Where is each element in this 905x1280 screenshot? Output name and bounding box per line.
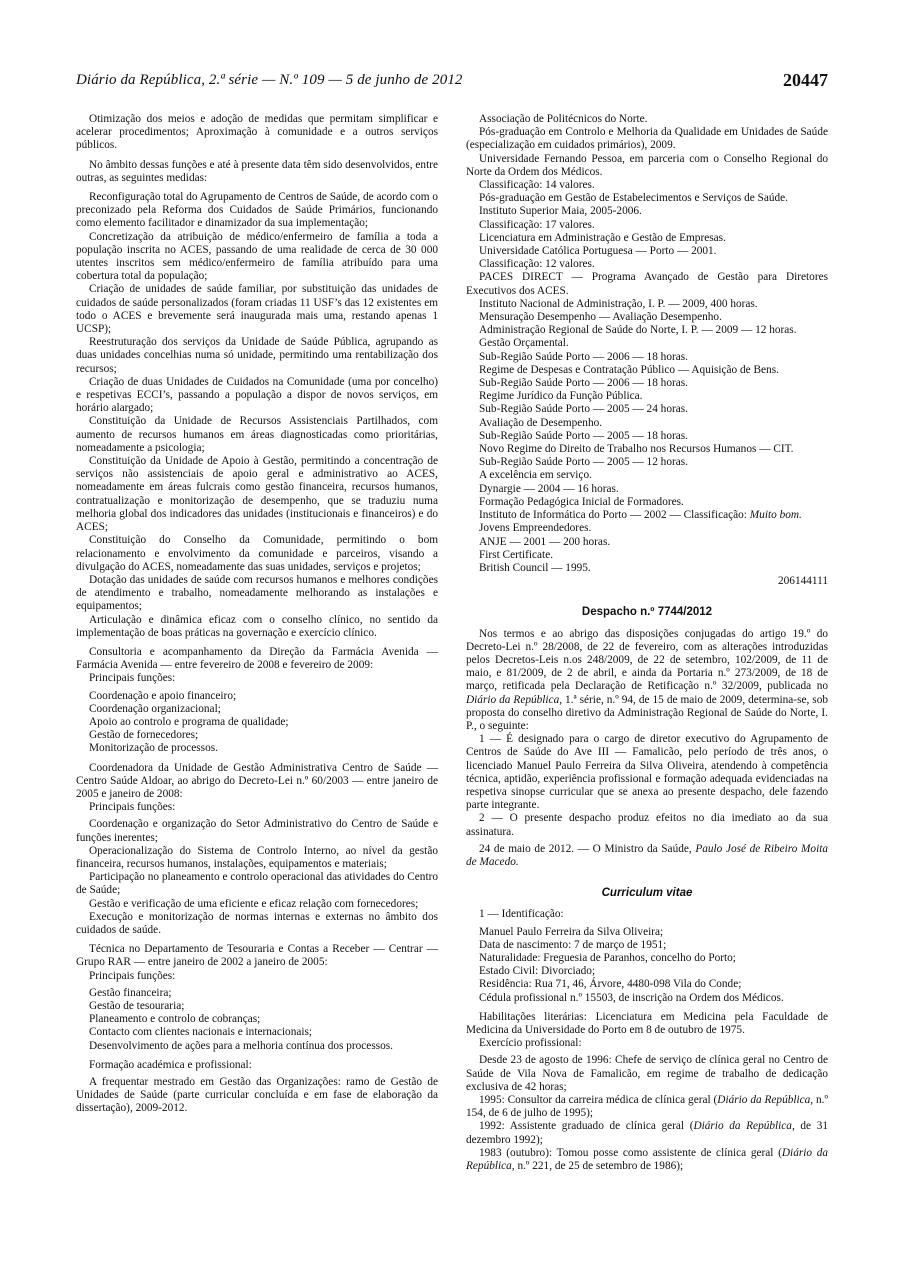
reference-number: 206144111 [778, 575, 828, 588]
functions-label: Principais funções: [89, 801, 176, 814]
paragraph [466, 1094, 828, 1120]
paragraph: 1 — É designado para o cargo de diretor executivo do Agrupamento de Centros de Saúde do Ave III — Famalicão, pelo período de três anos, o licenciado Manuel Paulo Ferreira da Silva Oliveira, atendendo à competência técnica, aptidão, experiência profissional e formação adequada evidenciadas na respetiva sinopse curricular que se anexa ao presente despacho, dele fazendo parte integrante. [466, 733, 828, 812]
paragraph [466, 628, 828, 734]
list-item: Universidade Católica Portuguesa — Porto — 2001. [479, 245, 717, 258]
list-item: Criação de duas Unidades de Cuidados na Comunidade (uma por concelho) e respetivas ECCI’s, passando a população a dispor de novos serviços, em horário alargado; [76, 375, 438, 415]
list-item: Operacionalização do Sistema de Controlo Interno, ao nível da gestão financeira, recursos humanos, instalações, equipamentos e materiais; [76, 844, 438, 870]
despacho-text: 1.ª série, n.º 94, de 15 de maio de 2009, determina-se, sob proposta do conselho diretivo da Administração Regional de Saúde do Norte, I. P., o seguinte: [466, 693, 828, 732]
list-item: Gestão Orçamental. [479, 337, 569, 350]
journal-name: Diário da República, [466, 1146, 829, 1173]
list-item: Sub-Região Saúde Porto — 2005 — 18 horas. [479, 429, 688, 442]
functions-label: Principais funções: [89, 672, 176, 685]
signature-date: 24 de maio de 2012. — O Ministro da Saúde, [479, 842, 696, 855]
text: 1992: Assistente graduado de clínica geral ( [479, 1120, 694, 1133]
list-item: Administração Regional de Saúde do Norte, I. P. — 2009 — 12 horas. [479, 324, 797, 337]
list-item: Desenvolvimento de ações para a melhoria contínua dos processos. [89, 1039, 393, 1052]
journal-name: Diário da República, [717, 1094, 814, 1107]
despacho-title: Despacho n.º 7744/2012 [581, 606, 713, 619]
list-item: Naturalidade: Freguesia de Paranhos, concelho do Porto; [479, 951, 736, 964]
list-item: A excelência em serviço. [479, 469, 592, 482]
journal-name: Diário da República, [693, 1120, 795, 1133]
left-column [76, 113, 438, 1116]
inst-info-text: Instituto de Informática do Porto — 2002 — Classificação: [479, 509, 750, 522]
signature [466, 843, 828, 869]
section-label: Exercício profissional: [479, 1037, 582, 1050]
list-item: Planeamento e controlo de cobranças; [89, 1013, 261, 1026]
page-number: 20447 [783, 70, 828, 90]
paragraph: 2 — O presente despacho produz efeitos no dia imediato ao da sua assinatura. [466, 812, 828, 838]
list-item: Sub-Região Saúde Porto — 2005 — 24 horas. [479, 403, 688, 416]
list-item: Dotação das unidades de saúde com recursos humanos e melhores condições de atendimento e trabalho, nomeadamente melhorando as instalações e equipamentos; [76, 573, 438, 613]
text: n.º 221, de 25 de setembro de 1986); [514, 1160, 684, 1173]
section-label: Formação académica e profissional: [89, 1058, 252, 1071]
journal-title: Diário da República, 2.ª série — N.º 109 — 5 de junho de 2012 [76, 72, 463, 88]
functions-label: Principais funções: [89, 969, 176, 982]
job-intro: Coordenadora da Unidade de Gestão Administrativa Centro de Saúde — Centro Saúde Aldoar, ao abrigo do Decreto-Lei n.º 60/2003 — entre janeiro de 2005 e janeiro de 2008: [76, 761, 438, 800]
list-item: Data de nascimento: 7 de março de 1951; [479, 938, 667, 951]
list-item [466, 509, 828, 522]
list-item: Coordenação e organização do Setor Administrativo do Centro de Saúde e funções inerentes; [76, 818, 438, 844]
list-item: Reconfiguração total do Agrupamento de Centros de Saúde, de acordo com o preconizado pela Reforma dos Cuidados de Saúde Primários, funcionando como elemento facilitador e dinamizador da sua implementação; [76, 191, 438, 230]
text: n.º 154, de 6 de julho de 1995); [466, 1094, 829, 1120]
paragraph: No âmbito dessas funções e até à presente data têm sido desenvolvidos, entre outras, as seguintes medidas: [76, 158, 438, 184]
inst-info-grade: Muito bom. [749, 509, 802, 522]
list-item: Residência: Rua 71, 46, Árvore, 4480-098 Vila do Conde; [479, 978, 742, 991]
list-item: Mensuração Desempenho — Avaliação Desempenho. [479, 311, 722, 324]
list-item: Sub-Região Saúde Porto — 2006 — 18 horas. [479, 350, 688, 363]
list-item: Pós-graduação em Controlo e Melhoria da Qualidade em Unidades de Saúde (especialização em cuidados primários), 2009. [466, 126, 828, 152]
section-label: 1 — Identificação: [479, 908, 564, 921]
list-item: Gestão de tesouraria; [89, 1000, 185, 1012]
list-item: Classificação: 17 valores. [479, 218, 595, 231]
page-header [76, 70, 828, 94]
list-item: Instituto Superior Maia, 2005-2006. [479, 205, 642, 218]
text: 1983 (outubro): Tomou posse como assistente de clínica geral ( [479, 1146, 782, 1159]
list-item: Licenciatura em Administração e Gestão de Empresas. [479, 231, 726, 244]
cv-title: Curriculum vitae [601, 887, 693, 900]
list-item: Constituição da Unidade de Recursos Assistenciais Partilhados, com aumento de recursos humanos em áreas diagnosticadas como prioritárias, nomeadamente a psicologia; [76, 415, 438, 454]
paragraph: Habilitações literárias: Licenciatura em Medicina pela Faculdade de Medicina da Universidade do Porto em 8 de outubro de 1975. [466, 1010, 828, 1036]
list-item: Articulação e dinâmica eficaz com o conselho clínico, no sentido da implementação de boas práticas na governação e exercício clínico. [76, 613, 438, 639]
list-item: Contacto com clientes nacionais e internacionais; [89, 1026, 313, 1039]
list-item: PACES DIRECT — Programa Avançado de Gestão para Diretores Executivos dos ACES. [466, 271, 828, 297]
list-item: Reestruturação dos serviços da Unidade de Saúde Pública, agrupando as duas unidades concelhias numa só unidade, permitindo uma rentabilização dos recursos; [76, 336, 438, 375]
right-column [466, 113, 828, 1173]
list-item: Classificação: 14 valores. [479, 179, 595, 192]
measures-list [76, 191, 438, 640]
list-item: Regime Jurídico da Função Pública. [479, 390, 643, 403]
list-item: Manuel Paulo Ferreira da Silva Oliveira; [479, 925, 664, 938]
list-item: Coordenação organizacional; [89, 702, 221, 715]
list-item: Monitorização de processos. [89, 742, 218, 755]
list-item: Apoio ao controlo e programa de qualidade; [89, 715, 289, 728]
signature-name: Paulo José de Ribeiro Moita de Macedo. [466, 842, 828, 868]
list-item: Gestão financeira; [89, 986, 172, 999]
list-item: Dynargie — 2004 — 16 horas. [479, 482, 619, 495]
list-item: Participação no planeamento e controlo operacional das atividades do Centro de Saúde; [76, 871, 438, 897]
list-item: British Council — 1995. [479, 561, 591, 574]
list-item: Estado Civil: Divorciado; [479, 965, 596, 978]
list-item: Constituição da Unidade de Apoio à Gestão, permitindo a concentração de serviços não assistenciais de apoio geral e administrativo ao ACES, nomeadamente em áreas fulcrais como gestão financeira, recursos humanos, contratualização e monitorização de desempenho, que se traduziu numa melhoria global dos indicadores das unidades (institucionais e financeiros) e do ACES; [76, 455, 438, 534]
list-item: Gestão e verificação de uma eficiente e eficaz relação com fornecedores; [89, 897, 419, 910]
list-item: Classificação: 12 valores. [479, 258, 595, 271]
list-item: Pós-graduação em Gestão de Estabelecimentos e Serviços de Saúde. [479, 192, 788, 205]
text: de 31 dezembro 1992); [466, 1120, 828, 1146]
list-item: Associação de Politécnicos do Norte. [479, 113, 648, 125]
text: 1995: Consultor da carreira médica de clínica geral ( [479, 1094, 718, 1107]
list-item: Execução e monitorização de normas internas e externas no âmbito dos cuidados de saúde. [76, 910, 438, 936]
list-item: Sub-Região Saúde Porto — 2005 — 12 horas. [479, 456, 688, 469]
list-item: Constituição do Conselho da Comunidade, permitindo o bom relacionamento e envolvimento da comunidade e parceiros, visando a divulgação do ACES, nomeadamente das suas unidades, serviços e projetos; [76, 534, 438, 573]
list-item: Sub-Região Saúde Porto — 2006 — 18 horas. [479, 377, 688, 390]
job-intro: Técnica no Departamento de Tesouraria e Contas a Receber — Centrar — Grupo RAR — entre janeiro de 2002 a janeiro de 2005: [76, 943, 438, 969]
list-item: Concretização da atribuição de médico/enfermeiro de família a toda a população inscrita no ACES, passando de uma realidade de cerca de 30 000 utentes inscritos sem médico/enfermeiro de família atribuído para uma cobertura total da população; [76, 230, 438, 283]
despacho-text: Nos termos e ao abrigo das disposições conjugadas do artigo 19.º do Decreto-Lei n.º 28/2008, de 22 de fevereiro, com as alterações introduzidas pelos Decretos-Leis n.os 248/2009, de 22 de setembro, 102/2009, de 11 de maio, e 81/2009, de 2 de abril, e ainda da Portaria n.º 273/2009, de 18 de março, retificada pela Declaração de Retificação n.º 32/2009, publicada no [466, 627, 828, 693]
list-item: First Certificate. [479, 548, 554, 561]
list-item: Cédula profissional n.º 15503, de inscrição na Ordem dos Médicos. [479, 991, 784, 1004]
paragraph: Desde 23 de agosto de 1996: Chefe de serviço de clínica geral no Centro de Saúde de Vila Nova de Famalicão, em regime de trabalho de dedicação exclusiva de 42 horas; [466, 1054, 828, 1093]
list-item: Coordenação e apoio financeiro; [89, 689, 237, 702]
job-intro: Consultoria e acompanhamento da Direção da Farmácia Avenida — Farmácia Avenida — entre fevereiro de 2008 e fevereiro de 2009: [76, 645, 438, 672]
journal-name: Diário da República, [466, 693, 563, 706]
list-item: Universidade Fernando Pessoa, em parceria com o Conselho Regional do Norte da Ordem dos Médicos. [466, 152, 828, 178]
paragraph [466, 1147, 828, 1173]
list-item: Regime de Despesas e Contratação Público — Aquisição de Bens. [479, 363, 779, 376]
paragraph: A frequentar mestrado em Gestão das Organizações: ramo de Gestão de Unidades de Saúde (parte curricular concluída e em fase de elaboração da dissertação), 2009-2012. [76, 1076, 438, 1115]
list-item: Criação de unidades de saúde familiar, por substituição das unidades de cuidados de saúde personalizados (foram criadas 11 USF’s das 12 existentes em todo o ACES e brevemente será inaugurada mais uma, restando apenas 1 UCSP); [76, 283, 438, 336]
list-item: Avaliação de Desempenho. [479, 416, 603, 429]
paragraph [466, 1120, 828, 1146]
list-item: Jovens Empreendedores. [479, 522, 592, 535]
paragraph: Otimização dos meios e adoção de medidas que permitam simplificar e acelerar procedimentos; Aproximação à comunidade e a outros serviços públicos. [76, 113, 438, 152]
list-item: Instituto Nacional de Administração, I. P. — 2009, 400 horas. [479, 297, 758, 310]
list-item: ANJE — 2001 — 200 horas. [479, 535, 611, 548]
list-item: Gestão de fornecedores; [89, 729, 199, 742]
list-item: Formação Pedagógica Inicial de Formadores. [479, 495, 684, 508]
list-item: Novo Regime do Direito de Trabalho nos Recursos Humanos — CIT. [479, 443, 794, 456]
